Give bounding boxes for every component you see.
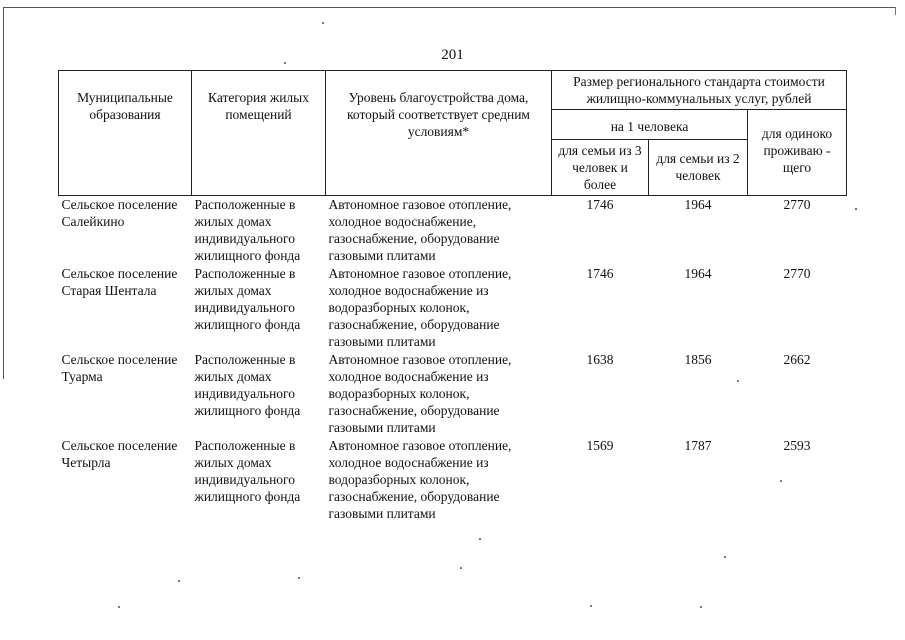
cell-single: 2662 [783,352,811,367]
header-single [748,110,847,196]
header-municipality-text: Муниципальные образования [77,90,173,122]
header-per-person [552,110,748,140]
cell-municipality: Сельское поселение Четырла [61,438,178,470]
cell-family-2: 1856 [684,352,712,367]
scan-speck [700,606,702,608]
header-level-text: Уровень благоустройства дома, который соответствует средним условиям* [347,90,530,139]
scan-speck [298,577,300,579]
header-family-2-text: для семьи из 2 человек [656,151,740,183]
cell-municipality: Сельское поселение Старая Шентала [61,266,178,298]
cell-single: 2593 [783,438,811,453]
scan-speck [460,567,462,569]
scan-speck [724,556,726,558]
header-single-text: для одиноко проживаю - щего [761,126,833,175]
header-family-2 [649,140,748,196]
cell-family-2: 1964 [684,266,712,281]
cell-single: 2770 [783,266,811,281]
scan-speck [590,605,592,607]
scan-speck [737,380,739,382]
cell-category: Расположенные в жилых домах индивидуального жилищного фонда [194,438,301,504]
header-category [192,71,326,196]
table-body [59,196,847,524]
housing-cost-standard-table [58,70,847,523]
scan-speck [284,62,286,64]
scan-speck [178,580,180,582]
header-standard-text: Размер регионального стандарта стоимости жилищно-коммунальных услуг, рублей [573,74,825,106]
cell-municipality: Сельское поселение Салейкино [61,197,178,229]
cell-family-3: 1746 [586,266,614,281]
scan-edge-right [895,7,896,15]
scan-speck [322,22,324,24]
header-municipality [59,71,192,196]
cell-category: Расположенные в жилых домах индивидуального жилищного фонда [194,266,301,332]
page-number: 201 [441,47,464,63]
scan-speck [855,208,857,210]
cell-family-2: 1964 [684,197,712,212]
cell-municipality: Сельское поселение Туарма [61,352,178,384]
header-standard [552,71,847,110]
cell-family-3: 1638 [586,352,614,367]
scan-speck [118,606,120,608]
table-row [59,437,847,523]
header-family-3 [552,140,649,196]
table-row [59,351,847,437]
scan-edge-top [4,7,896,8]
cell-category: Расположенные в жилых домах индивидуального жилищного фонда [194,197,301,263]
table-header [59,71,847,196]
table-row [59,265,847,351]
cell-family-3: 1746 [586,197,614,212]
cell-level: Автономное газовое отопление, холодное водоснабжение из водоразборных колонок, газоснабжение, оборудование газовыми плитами [328,352,512,435]
cell-family-3: 1569 [586,438,614,453]
cell-level: Автономное газовое отопление, холодное водоснабжение из водоразборных колонок, газоснабжение, оборудование газовыми плитами [328,266,512,349]
header-family-3-text: для семьи из 3 человек и более [558,143,642,192]
cell-level: Автономное газовое отопление, холодное водоснабжение, газоснабжение, оборудование газовыми плитами [328,197,512,263]
table-row [59,196,847,266]
header-category-text: Категория жилых помещений [208,90,309,122]
scan-speck [780,480,782,482]
cell-category: Расположенные в жилых домах индивидуального жилищного фонда [194,352,301,418]
header-per-person-text: на 1 человека [610,119,689,134]
header-level [326,71,552,196]
cell-family-2: 1787 [684,438,712,453]
scan-speck [479,538,481,540]
cell-single: 2770 [783,197,811,212]
cell-level: Автономное газовое отопление, холодное водоснабжение из водоразборных колонок, газоснабжение, оборудование газовыми плитами [328,438,512,521]
